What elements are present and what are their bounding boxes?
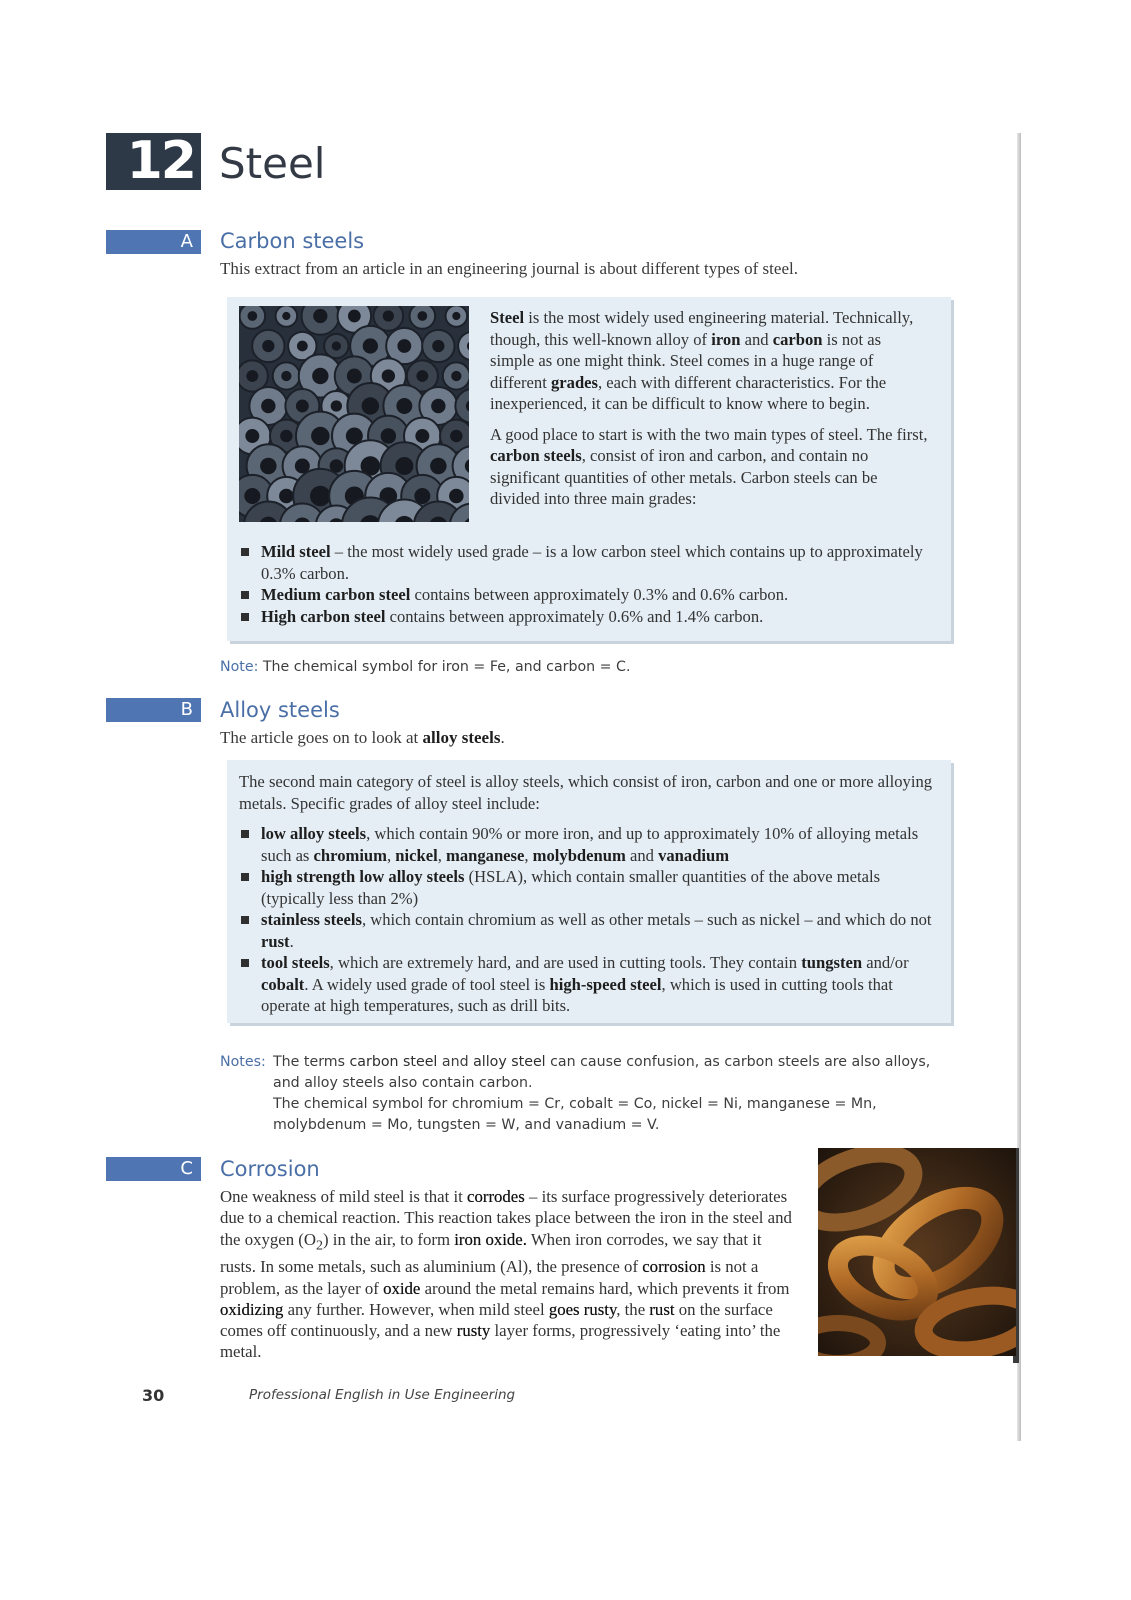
section-intro-b: The article goes on to look at alloy steels. — [220, 728, 505, 747]
list-item: low alloy steels, which contain 90% or more iron, and up to approximately 10% of alloying metals such as chromium, nickel, manganese, molybdenum and vanadium — [239, 823, 939, 866]
carbon-para-1: Steel is the most widely used engineering material. Technically, though, this well-known alloy of iron and carbon is not as simple as one might think. Steel comes in a huge range of different grades, each with different characteristics. For the inexperienced, it can be difficult to know where to begin. — [490, 308, 914, 413]
section-tab-a: A — [106, 230, 201, 254]
book-title: Professional English in Use Engineering — [249, 1387, 516, 1403]
section-title-corrosion: Corrosion — [220, 1157, 320, 1181]
note-label: Note: — [220, 659, 259, 675]
unit-title: Steel — [219, 139, 326, 188]
section-title-alloy-steels: Alloy steels — [220, 698, 340, 722]
list-item: Mild steel – the most widely used grade – is a low carbon steel which contains up to approximately 0.3% carbon. — [239, 541, 939, 584]
section-intro-a: This extract from an article in an engineering journal is about different types of steel. — [220, 259, 798, 278]
corrosion-text: One weakness of mild steel is that it corrodes – its surface progressively deteriorates due to a chemical reaction. This reaction takes place between the iron in the steel and the oxygen $(O_2)$ in the air, to form iron oxide. When iron corrodes, we say that it rusts. In some metals, such as aluminium (Al), the presence of corrosion is not a problem, as the layer of oxide around the metal remains hard, which prevents it from oxidizing any further. However, when mild steel goes rusty, the rust on the surface comes off continuously, and a new rusty layer forms, progressively ‘eating into’ the metal. — [220, 1187, 792, 1362]
section-tab-c: C — [106, 1157, 201, 1181]
list-item: Medium carbon steel contains between approximately 0.3% and 0.6% carbon. — [239, 584, 939, 606]
alloy-para: The second main category of steel is alloy steels, which consist of iron, carbon and one or more alloying metals. Specific grades of alloy steel include: — [239, 772, 933, 813]
unit-number: 12 — [106, 133, 201, 190]
steel-coils-image — [239, 306, 469, 522]
carbon-para-2: A good place to start is with the two main types of steel. The first, carbon steels, consist of iron and carbon, and contain no significant quantities of other metals. Carbon steels can be divided into three main grades: — [490, 424, 928, 508]
steel-coils-photo — [239, 306, 469, 522]
list-item: stainless steels, which contain chromium as well as other metals – such as nickel – and which do not rust. — [239, 909, 939, 952]
page-number: 30 — [142, 1386, 165, 1405]
notes-alloy — [220, 1052, 940, 1136]
carbon-grades-list — [239, 541, 939, 627]
list-item: High carbon steel contains between approximately 0.6% and 1.4% carbon. — [239, 606, 939, 628]
section-title-carbon-steels: Carbon steels — [220, 229, 365, 253]
notes-line-1: The terms carbon steel and alloy steel can cause confusion, as carbon steels are also alloys, and alloy steels also contain carbon. — [273, 1054, 931, 1091]
notes-line-2: The chemical symbol for chromium = Cr, cobalt = Co, nickel = Ni, manganese = Mn, molybdenum = Mo, tungsten = W, and vanadium = V. — [273, 1096, 877, 1133]
rusty-chain-image — [818, 1148, 1016, 1356]
note-carbon — [220, 657, 630, 678]
list-item: tool steels, which are extremely hard, and are used in cutting tools. They contain tungsten and/or cobalt. A widely used grade of tool steel is high-speed steel, which is used in cutting tools that operate at high temperatures, such as drill bits. — [239, 952, 939, 1017]
alloy-steel-text — [239, 771, 939, 1017]
section-tab-b: B — [106, 698, 201, 722]
notes-label: Notes: — [220, 1054, 266, 1070]
rusty-chain-photo — [818, 1148, 1016, 1356]
list-item: high strength low alloy steels (HSLA), which contain smaller quantities of the above metals (typically less than 2%) — [239, 866, 939, 909]
carbon-steel-text — [490, 307, 928, 510]
note-text: The chemical symbol for iron = Fe, and carbon = C. — [258, 659, 631, 675]
